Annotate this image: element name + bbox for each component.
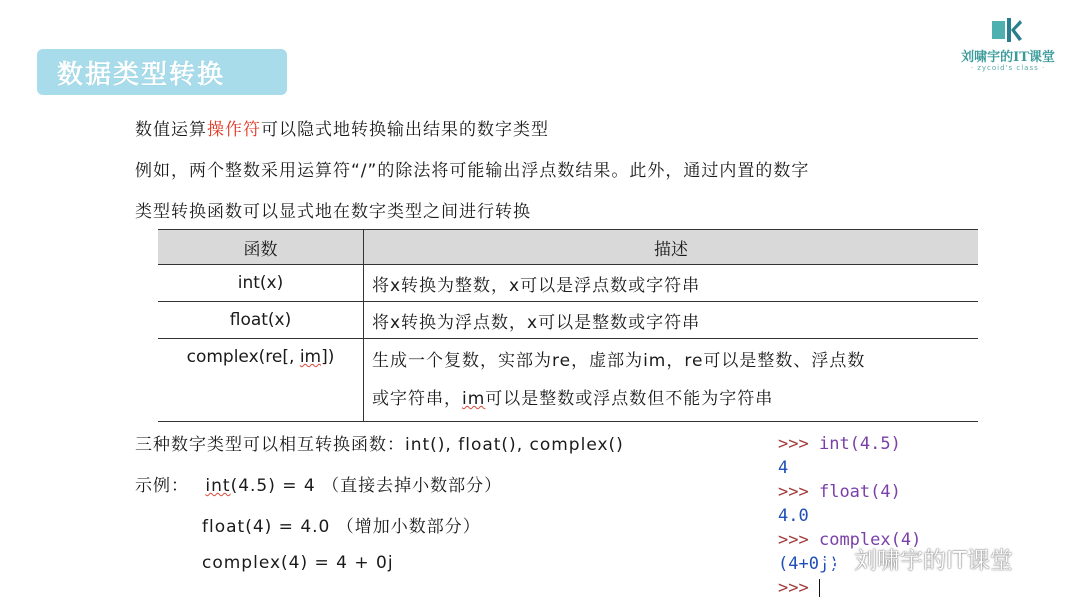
function-text: ]) — [321, 347, 335, 367]
console-prompt: >>> — [778, 578, 809, 598]
title-badge — [37, 49, 287, 95]
console-prompt: >>> — [778, 530, 809, 550]
console-code: float(4) — [818, 482, 901, 502]
example-line-2: float(4) = 4.0 （增加小数部分） — [202, 517, 481, 537]
intro-text: 可以隐式地转换输出结果的数字类型 — [261, 120, 549, 140]
function-cell: int(x) — [158, 265, 364, 302]
example-label: 示例： — [135, 476, 189, 496]
console-code: int(4.5) — [818, 434, 901, 454]
console-input-line[interactable] — [778, 576, 1068, 600]
console-line — [778, 432, 1068, 456]
watermark-text: 刘啸宇的IT课堂 — [854, 547, 1013, 574]
description-text: 或字符串， — [372, 389, 462, 409]
console-output: 4.0 — [778, 506, 809, 526]
intro-line-2: 例如，两个整数采用运算符“/”的除法将可能输出浮点数结果。此外，通过内置的数字 — [135, 161, 810, 181]
function-cell: float(x) — [158, 302, 364, 339]
description-cell: 将x转换为整数，x可以是浮点数或字符串 — [364, 265, 979, 302]
intro-line-3: 类型转换函数可以显式地在数字类型之间进行转换 — [135, 202, 531, 222]
page-title: 数据类型转换 — [57, 59, 226, 90]
description-cell — [364, 339, 979, 422]
column-header: 描述 — [364, 230, 979, 265]
function-text: complex(re[, — [186, 347, 300, 367]
column-header: 函数 — [158, 230, 364, 265]
intro-line-1 — [135, 115, 549, 140]
example-line-1 — [135, 471, 502, 496]
function-cell — [158, 339, 364, 422]
console-output: 4 — [778, 458, 789, 478]
console-prompt: >>> — [778, 434, 809, 454]
example-function: int — [205, 476, 231, 496]
description-cell: 将x转换为浮点数，x可以是整数或字符串 — [364, 302, 979, 339]
example-line-3: complex(4) = 4 + 0j — [202, 553, 394, 573]
description-text: im — [462, 389, 486, 409]
it-logo-icon — [992, 18, 1022, 42]
table-row — [158, 302, 978, 339]
console-output: (4+0j) — [778, 554, 840, 574]
logo-subtitle: · zycoid's class · — [970, 64, 1046, 72]
description-line — [372, 380, 978, 418]
wechat-icon — [818, 543, 848, 573]
function-text: im — [299, 347, 322, 367]
intro-text: 数值运算 — [135, 120, 207, 140]
example-text: (4.5) = 4 （直接去掉小数部分） — [230, 476, 503, 496]
console-code: complex(4) — [818, 530, 922, 550]
table-row — [158, 339, 978, 422]
brand-logo — [960, 18, 1070, 78]
description-line: 生成一个复数，实部为re，虚部为im，re可以是整数、浮点数 — [372, 351, 866, 371]
watermark — [818, 539, 1058, 577]
console-line — [778, 480, 1068, 504]
conversion-function-table — [158, 229, 978, 422]
operator-highlight: 操作符 — [207, 120, 261, 140]
table-header-row — [158, 230, 978, 265]
console-prompt: >>> — [778, 482, 809, 502]
text-cursor — [819, 579, 821, 597]
description-text: 可以是整数或浮点数但不能为字符串 — [485, 389, 774, 409]
table-row — [158, 265, 978, 302]
functions-line: 三种数字类型可以相互转换函数：int(), float(), complex() — [135, 435, 624, 455]
logo-name: 刘啸宇的IT课堂 — [961, 50, 1055, 65]
